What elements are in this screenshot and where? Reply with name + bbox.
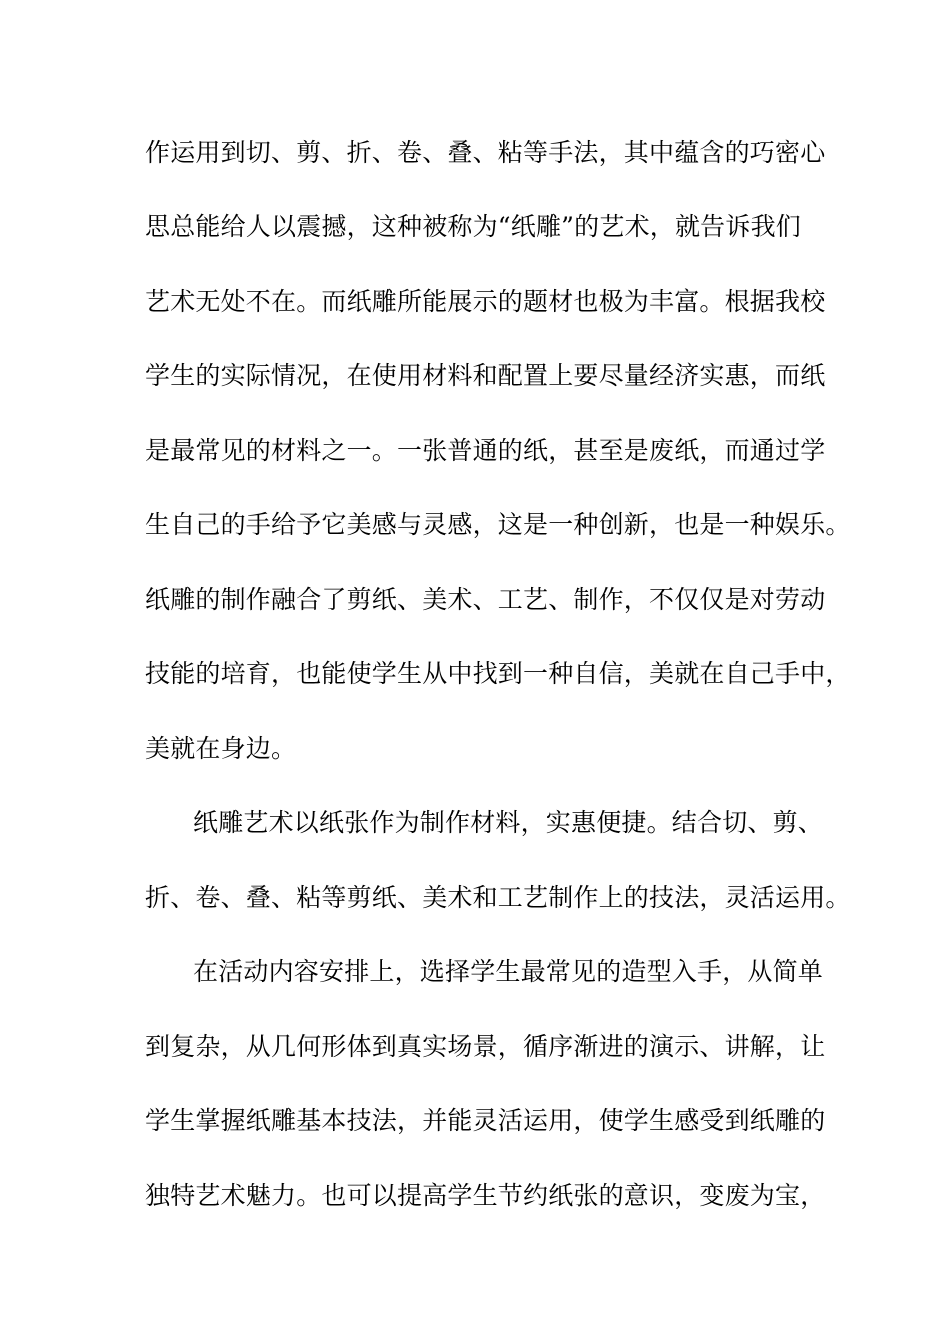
text-line-2: 思总能给人以震撼，这种被称为“纸雕”的艺术，就告诉我们 <box>145 212 801 241</box>
text-line-1: 作运用到切、剪、折、卷、叠、粘等手法，其中蕴含的巧密心 <box>145 138 826 167</box>
text-line-14: 学生掌握纸雕基本技法，并能灵活运用，使学生感受到纸雕的 <box>145 1106 826 1135</box>
text-line-9: 美就在身边。 <box>145 734 297 763</box>
text-line-11: 折、卷、叠、粘等剪纸、美术和工艺制作上的技法，灵活运用。 <box>145 883 851 912</box>
text-line-12: 在活动内容安排上，选择学生最常见的造型入手，从简单 <box>193 957 824 986</box>
text-line-6: 生自己的手给予它美感与灵感，这是一种创新，也是一种娱乐。 <box>145 510 851 539</box>
text-line-15: 独特艺术魅力。也可以提高学生节约纸张的意识，变废为宝， <box>145 1181 826 1210</box>
text-line-4: 学生的实际情况，在使用材料和配置上要尽量经济实惠，而纸 <box>145 361 826 390</box>
text-line-10: 纸雕艺术以纸张作为制作材料，实惠便捷。结合切、剪、 <box>193 808 824 837</box>
text-line-3: 艺术无处不在。而纸雕所能展示的题材也极为丰富。根据我校 <box>145 287 826 316</box>
text-line-13: 到复杂，从几何形体到真实场景，循序渐进的演示、讲解，让 <box>145 1032 826 1061</box>
text-line-7: 纸雕的制作融合了剪纸、美术、工艺、制作，不仅仅是对劳动 <box>145 585 826 614</box>
text-line-5: 是最常见的材料之一。一张普通的纸，甚至是废纸，而通过学 <box>145 436 826 465</box>
text-line-8: 技能的培育，也能使学生从中找到一种自信，美就在自己手中， <box>145 659 851 688</box>
